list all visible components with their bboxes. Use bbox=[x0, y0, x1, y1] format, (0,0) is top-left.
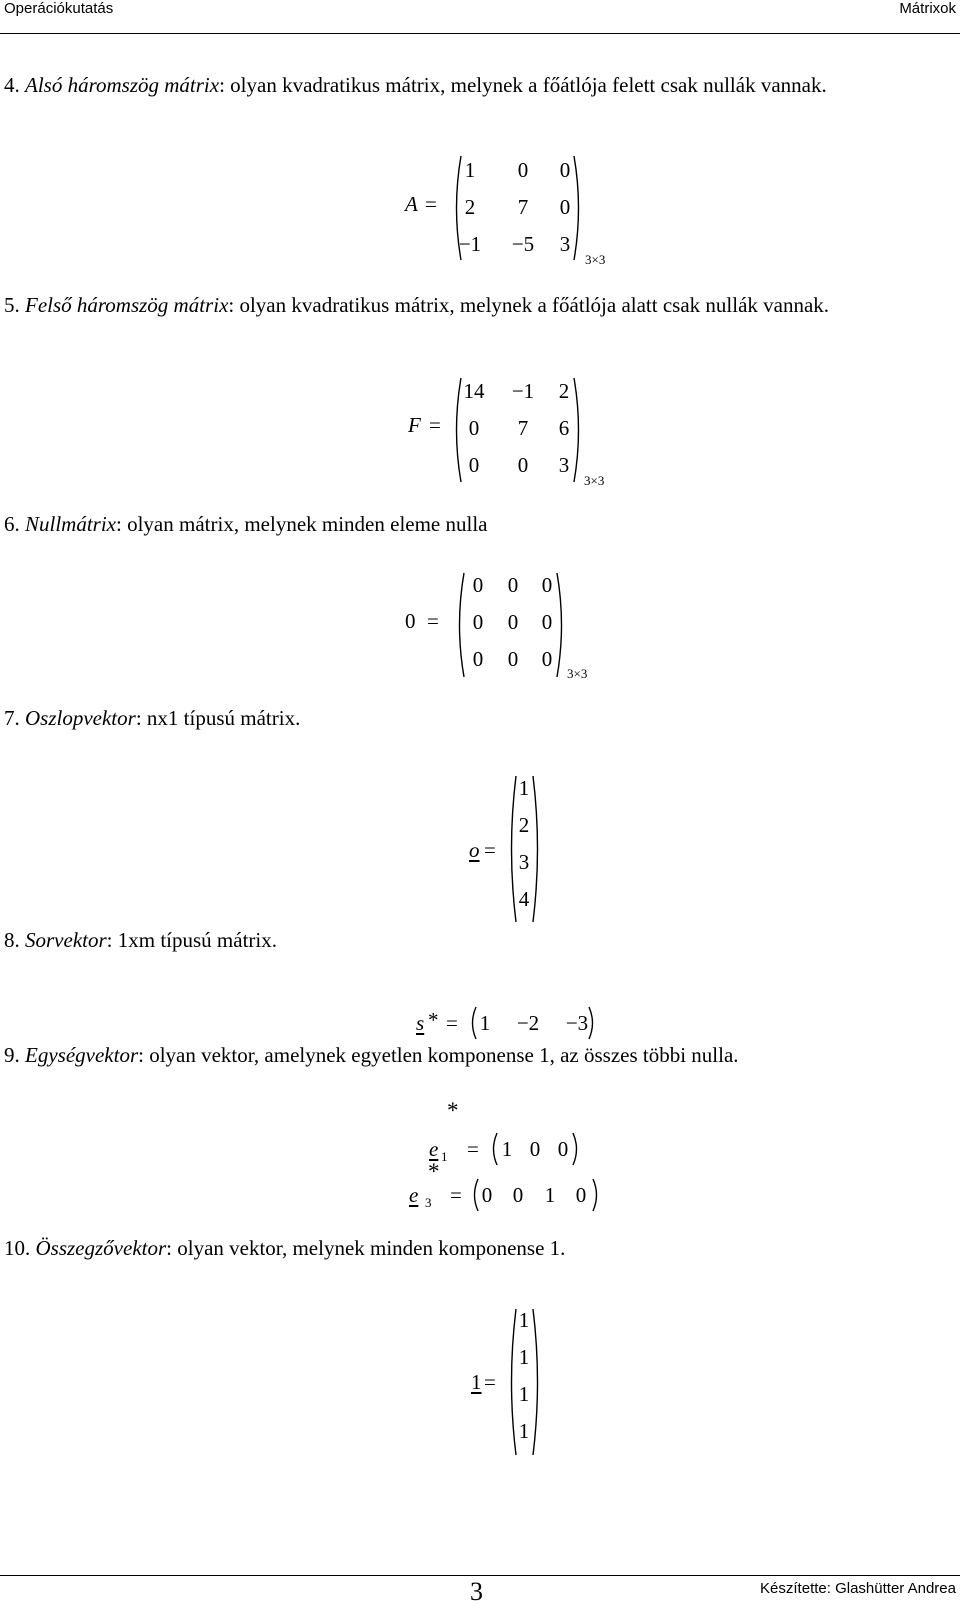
matrix-cell: 0 bbox=[507, 610, 519, 634]
item-number: 8. bbox=[4, 928, 20, 952]
item-4 bbox=[4, 70, 949, 101]
equals-sign: = bbox=[446, 1011, 458, 1035]
vector-name: e bbox=[409, 1183, 419, 1207]
vector-component: 4 bbox=[518, 887, 530, 911]
footer-author: Készítette: Glashütter Andrea bbox=[760, 1580, 956, 1597]
item-term: Összegzővektor bbox=[35, 1236, 167, 1260]
star-symbol: * bbox=[428, 1008, 439, 1032]
matrix-cell: 0 bbox=[541, 573, 553, 597]
vector-component: 1 bbox=[518, 1308, 530, 1332]
item-text: : olyan kvadratikus mátrix, melynek a főátlója felett csak nullák vannak. bbox=[219, 73, 827, 97]
matrix-cell: −1 bbox=[511, 379, 535, 403]
vector-component: 3 bbox=[518, 850, 530, 874]
item-number: 7. bbox=[4, 706, 20, 730]
header-rule bbox=[0, 33, 960, 34]
matrix-dimension: 3×3 bbox=[567, 666, 588, 681]
vector-component: 0 bbox=[575, 1183, 587, 1207]
vector-name: 1 bbox=[471, 1370, 482, 1394]
matrix-cell: 0 bbox=[559, 195, 571, 219]
vector-subscript: 3 bbox=[425, 1195, 432, 1210]
header-right: Mátrixok bbox=[899, 0, 956, 17]
matrix-cell: 0 bbox=[472, 610, 484, 634]
equals-sign: = bbox=[467, 1137, 479, 1161]
item-10 bbox=[4, 1233, 949, 1264]
item-6 bbox=[4, 509, 949, 540]
matrix-cell: 3 bbox=[558, 453, 570, 477]
matrix-cell: 0 bbox=[507, 647, 519, 671]
item-9 bbox=[4, 1040, 949, 1071]
footer-rule bbox=[0, 1575, 960, 1576]
page-header bbox=[0, 0, 960, 34]
vector-component: 1 bbox=[518, 1382, 530, 1406]
star-symbol: * bbox=[428, 1159, 440, 1184]
vector-component: 1 bbox=[518, 1345, 530, 1369]
vector-component: 1 bbox=[479, 1011, 491, 1035]
equals-sign: = bbox=[427, 609, 439, 633]
equals-sign: = bbox=[429, 413, 441, 437]
page-number: 3 bbox=[470, 1577, 483, 1606]
item-8 bbox=[4, 925, 949, 956]
matrix-cell: 0 bbox=[541, 647, 553, 671]
matrix-cell: 0 bbox=[517, 453, 529, 477]
vector-component: 0 bbox=[529, 1137, 541, 1161]
item-number: 10. bbox=[4, 1236, 31, 1260]
matrix-name: A bbox=[405, 192, 418, 216]
matrix-cell: 0 bbox=[517, 158, 529, 182]
matrix-cell: 1 bbox=[464, 158, 476, 182]
item-5 bbox=[4, 290, 949, 321]
matrix-cell: 7 bbox=[517, 195, 529, 219]
matrix-cell: 14 bbox=[463, 379, 485, 403]
vector-component: −3 bbox=[565, 1011, 589, 1035]
equals-sign: = bbox=[484, 838, 496, 862]
matrix-cell: 0 bbox=[472, 647, 484, 671]
matrix-cell: 2 bbox=[558, 379, 570, 403]
matrix-cell: 3 bbox=[559, 232, 571, 256]
matrix-cell: 6 bbox=[558, 416, 570, 440]
matrix-dimension: 3×3 bbox=[584, 473, 605, 488]
item-number: 9. bbox=[4, 1043, 20, 1067]
item-term: Sorvektor bbox=[25, 928, 107, 952]
vector-component: −2 bbox=[516, 1011, 540, 1035]
item-term: Nullmátrix bbox=[25, 512, 117, 536]
vector-component: 1 bbox=[501, 1137, 513, 1161]
vector-component: 2 bbox=[518, 813, 530, 837]
vector-component: 1 bbox=[544, 1183, 556, 1207]
equals-sign: = bbox=[425, 192, 437, 216]
matrix-cell: 0 bbox=[468, 416, 480, 440]
vector-component: 1 bbox=[518, 1419, 530, 1443]
item-number: 6. bbox=[4, 512, 20, 536]
vector-name: e bbox=[429, 1137, 439, 1161]
matrix-cell: 0 bbox=[559, 158, 571, 182]
header-left: Operációkutatás bbox=[4, 0, 114, 17]
star-symbol: * bbox=[447, 1098, 459, 1123]
item-number: 5. bbox=[4, 293, 20, 317]
matrix-cell: 2 bbox=[464, 195, 476, 219]
matrix-cell: 0 bbox=[472, 573, 484, 597]
item-term: Egységvektor bbox=[25, 1043, 139, 1067]
item-7 bbox=[4, 703, 949, 734]
matrix-name: F bbox=[408, 413, 421, 437]
matrix-cell: 7 bbox=[517, 416, 529, 440]
item-text: : olyan mátrix, melynek minden eleme nulla bbox=[116, 512, 488, 536]
equals-sign: = bbox=[484, 1370, 496, 1394]
page-footer bbox=[0, 1575, 960, 1609]
matrix-name: 0 bbox=[405, 609, 416, 633]
equals-sign: = bbox=[450, 1183, 462, 1207]
vector-subscript: 1 bbox=[441, 1149, 448, 1164]
matrix-cell: 0 bbox=[468, 453, 480, 477]
item-text: : olyan kvadratikus mátrix, melynek a főátlója alatt csak nullák vannak. bbox=[228, 293, 830, 317]
vector-component: 1 bbox=[518, 776, 530, 800]
matrix-cell: −5 bbox=[511, 232, 535, 256]
matrix-cell: 0 bbox=[507, 573, 519, 597]
item-number: 4. bbox=[4, 73, 20, 97]
item-text: : 1xm típusú mátrix. bbox=[106, 928, 277, 952]
vector-name: s bbox=[416, 1011, 425, 1035]
matrix-dimension: 3×3 bbox=[585, 252, 606, 267]
item-term: Oszlopvektor bbox=[25, 706, 136, 730]
vector-component: 0 bbox=[512, 1183, 524, 1207]
item-text: : nx1 típusú mátrix. bbox=[135, 706, 301, 730]
matrix-cell: 0 bbox=[541, 610, 553, 634]
matrix-cell: −1 bbox=[458, 232, 482, 256]
item-text: : olyan vektor, amelynek egyetlen komponense 1, az összes többi nulla. bbox=[138, 1043, 739, 1067]
item-text: : olyan vektor, melynek minden komponense 1. bbox=[166, 1236, 566, 1260]
vector-component: 0 bbox=[481, 1183, 493, 1207]
vector-component: 0 bbox=[557, 1137, 569, 1161]
item-term: Alsó háromszög mátrix bbox=[25, 73, 220, 97]
item-term: Felső háromszög mátrix bbox=[25, 293, 229, 317]
vector-name: o bbox=[469, 838, 480, 862]
